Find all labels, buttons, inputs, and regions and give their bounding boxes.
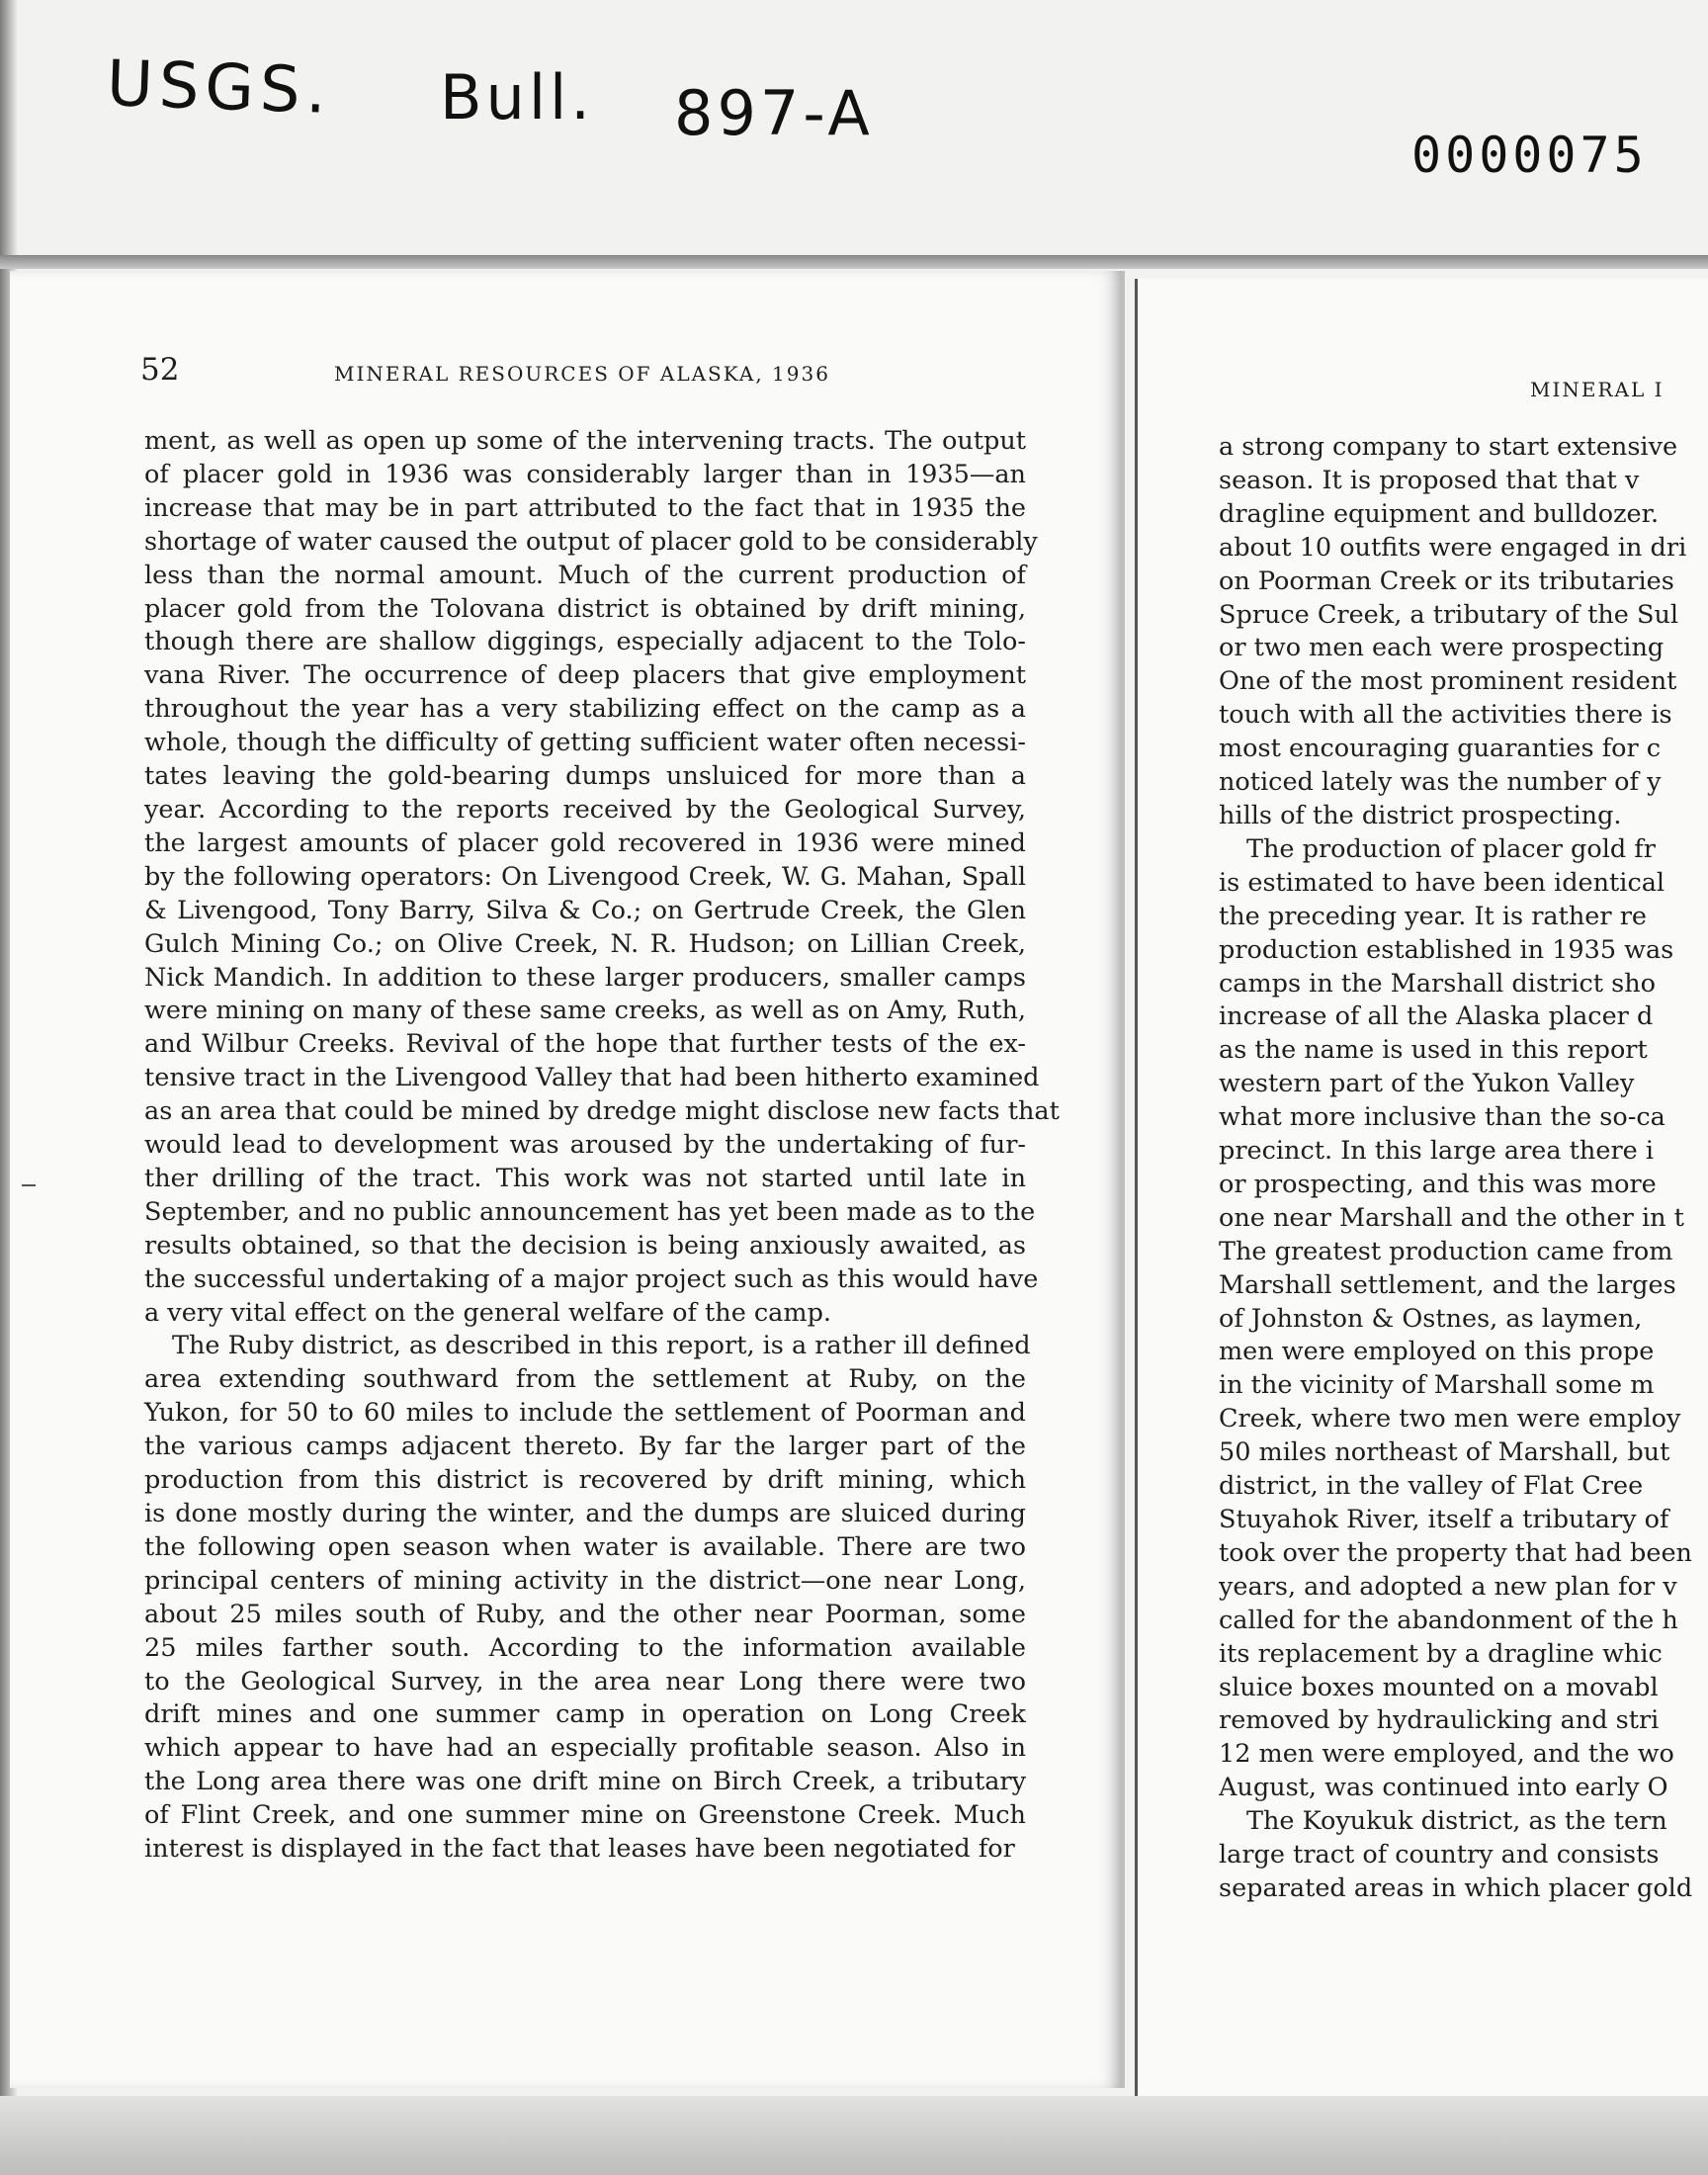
- text-line: area extending southward from the settlement at Ruby, on the: [144, 1364, 1026, 1395]
- text-line: Creek, where two men were employ: [1219, 1404, 1681, 1435]
- text-line: sluice boxes mounted on a movabl: [1219, 1672, 1659, 1702]
- text-line: principal centers of mining activity in the district—one near Long,: [144, 1565, 1026, 1596]
- text-line: Yukon, for 50 to 60 miles to include the settlement of Poorman and: [144, 1398, 1026, 1429]
- running-head-left: MINERAL RESOURCES OF ALASKA, 1936: [334, 362, 830, 386]
- text-line: tates leaving the gold-bearing dumps unsluiced for more than a: [144, 761, 1026, 792]
- text-line: vana River. The occurrence of deep placers that give employment: [144, 660, 1026, 691]
- text-line: as the name is used in this report: [1219, 1035, 1648, 1066]
- text-line: one near Marshall and the other in t: [1219, 1202, 1684, 1233]
- text-line: increase that may be in part attributed to the fact that in 1935 the: [144, 492, 1026, 523]
- text-line: the successful undertaking of a major project such as this would have: [144, 1263, 1039, 1294]
- text-line: of Johnston & Ostnes, as laymen,: [1219, 1303, 1643, 1334]
- text-line: noticed lately was the number of y: [1219, 767, 1662, 798]
- text-line: production from this district is recovered by drift mining, which: [144, 1465, 1026, 1496]
- text-line: to the Geological Survey, in the area near Long there were two: [144, 1666, 1026, 1696]
- text-line: in the vicinity of Marshall some m: [1219, 1370, 1655, 1401]
- text-line: results obtained, so that the decision is being anxiously awaited, as: [144, 1230, 1026, 1261]
- text-line: ther drilling of the tract. This work was not started until late in: [144, 1163, 1026, 1193]
- text-line: a very vital effect on the general welfare of the camp.: [144, 1297, 831, 1328]
- scan-top-band: [0, 255, 1708, 269]
- text-line: the preceding year. It is rather re: [1219, 901, 1647, 931]
- right-page-text: [1219, 431, 1708, 1906]
- text-line: on Poorman Creek or its tributaries: [1219, 566, 1674, 596]
- text-line: large tract of country and consists: [1219, 1840, 1660, 1870]
- text-line: whole, though the difficulty of getting sufficient water often necessi-: [144, 728, 1026, 758]
- text-line: the following open season when water is available. There are two: [144, 1531, 1026, 1562]
- text-line: 12 men were employed, and the wo: [1219, 1739, 1674, 1770]
- text-line: increase of all the Alaska placer d: [1219, 1001, 1654, 1032]
- text-line: which appear to have had an especially profitable season. Also in: [144, 1733, 1026, 1764]
- text-line: as an area that could be mined by dredge might disclose new facts that: [144, 1096, 1060, 1127]
- text-line: Gulch Mining Co.; on Olive Creek, N. R. Hudson; on Lillian Creek,: [144, 928, 1026, 959]
- text-line: precinct. In this large area there i: [1219, 1136, 1654, 1167]
- text-line: and Wilbur Creeks. Revival of the hope that further tests of the ex-: [144, 1029, 1026, 1060]
- text-line: The Koyukuk district, as the tern: [1246, 1806, 1667, 1837]
- text-line: Spruce Creek, a tributary of the Sul: [1219, 599, 1679, 630]
- text-line: hills of the district prospecting.: [1219, 800, 1622, 830]
- text-line: less than the normal amount. Much of the current production of: [144, 560, 1026, 590]
- text-line: Marshall settlement, and the larges: [1219, 1269, 1676, 1300]
- text-line: a strong company to start extensive: [1219, 432, 1678, 462]
- text-line: Stuyahok River, itself a tributary of: [1219, 1505, 1669, 1534]
- margin-mark: [22, 1184, 36, 1186]
- text-line: about 25 miles south of Ruby, and the other near Poorman, some: [144, 1599, 1026, 1629]
- text-line: season. It is proposed that that v: [1219, 465, 1640, 495]
- text-line: called for the abandonment of the h: [1219, 1605, 1678, 1635]
- text-line: separated areas in which placer gold: [1219, 1872, 1693, 1903]
- text-line: 25 miles farther south. According to the information available: [144, 1632, 1026, 1663]
- text-line: were mining on many of these same creeks, as well as on Amy, Ruth,: [144, 996, 1026, 1026]
- text-line: The Ruby district, as described in this report, is a rather ill defined: [172, 1331, 1031, 1361]
- text-line: men were employed on this prope: [1219, 1337, 1655, 1367]
- text-line: camps in the Marshall district sho: [1219, 968, 1657, 999]
- text-line: or two men each were prospecting: [1219, 633, 1665, 663]
- text-line: the largest amounts of placer gold recovered in 1936 were mined: [144, 827, 1026, 858]
- text-line: district, in the valley of Flat Cree: [1219, 1471, 1644, 1502]
- running-head-right: MINERAL I: [1530, 378, 1665, 401]
- text-line: of Flint Creek, and one summer mine on Greenstone Creek. Much: [144, 1800, 1026, 1831]
- text-line: what more inclusive than the so-ca: [1219, 1102, 1665, 1133]
- text-line: 50 miles northeast of Marshall, but: [1219, 1437, 1670, 1468]
- text-line: The production of placer gold fr: [1246, 833, 1656, 864]
- text-line: took over the property that had been: [1219, 1537, 1692, 1568]
- text-line: One of the most prominent resident: [1219, 666, 1677, 697]
- text-line: is done mostly during the winter, and the dumps are sluiced during: [144, 1499, 1026, 1528]
- text-line: most encouraging guaranties for c: [1219, 734, 1662, 764]
- text-line: shortage of water caused the output of placer gold to be considerably: [144, 526, 1038, 557]
- text-line: dragline equipment and bulldozer.: [1219, 498, 1660, 529]
- text-line: interest is displayed in the fact that leases have been negotiated for: [144, 1834, 1015, 1865]
- text-line: & Livengood, Tony Barry, Silva & Co.; on Gertrude Creek, the Glen: [144, 895, 1026, 925]
- handwritten-label-bull: Bull.: [440, 61, 594, 133]
- text-line: by the following operators: On Livengood Creek, W. G. Mahan, Spall: [144, 861, 1026, 892]
- text-line: year. According to the reports received by the Geological Survey,: [144, 794, 1026, 825]
- text-line: about 10 outfits were engaged in dri: [1219, 532, 1687, 563]
- left-page-text: [144, 425, 1060, 1867]
- text-line: ment, as well as open up some of the intervening tracts. The output: [144, 426, 1026, 456]
- text-line: September, and no public announcement has yet been made as to the: [144, 1196, 1036, 1227]
- text-line: removed by hydraulicking and stri: [1219, 1705, 1660, 1736]
- text-line: of placer gold in 1936 was considerably larger than in 1935—an: [144, 459, 1026, 489]
- text-line: The greatest production came from: [1219, 1236, 1673, 1266]
- text-line: though there are shallow diggings, especially adjacent to the Tolo-: [144, 627, 1026, 657]
- text-line: throughout the year has a very stabilizing effect on the camp as a: [144, 694, 1026, 725]
- page-number: 52: [140, 352, 180, 388]
- stamp-number: 0000075: [1411, 127, 1648, 184]
- text-line: placer gold from the Tolovana district is obtained by drift mining,: [144, 593, 1026, 624]
- text-line: the various camps adjacent thereto. By far the larger part of the: [144, 1432, 1026, 1462]
- text-line: is estimated to have been identical: [1219, 867, 1665, 898]
- text-line: would lead to development was aroused by the undertaking of fur-: [144, 1130, 1026, 1161]
- text-line: August, was continued into early O: [1219, 1773, 1668, 1803]
- text-line: years, and adopted a new plan for v: [1219, 1571, 1677, 1602]
- text-line: touch with all the activities there is: [1219, 700, 1672, 731]
- text-line: drift mines and one summer camp in operation on Long Creek: [144, 1699, 1026, 1730]
- text-line: or prospecting, and this was more: [1219, 1169, 1657, 1199]
- text-line: the Long area there was one drift mine on Birch Creek, a tributary: [144, 1767, 1026, 1797]
- handwritten-label-number: 897-A: [674, 77, 874, 149]
- text-line: tensive tract in the Livengood Valley that had been hitherto examined: [144, 1063, 1040, 1093]
- handwritten-label-usgs: USGS.: [105, 47, 334, 129]
- text-line: its replacement by a dragline whic: [1219, 1638, 1663, 1669]
- text-line: production established in 1935 was: [1219, 934, 1674, 965]
- text-line: Nick Mandich. In addition to these larger producers, smaller camps: [144, 962, 1026, 993]
- scan-bottom-band: [0, 2096, 1708, 2175]
- text-line: western part of the Yukon Valley: [1219, 1069, 1635, 1099]
